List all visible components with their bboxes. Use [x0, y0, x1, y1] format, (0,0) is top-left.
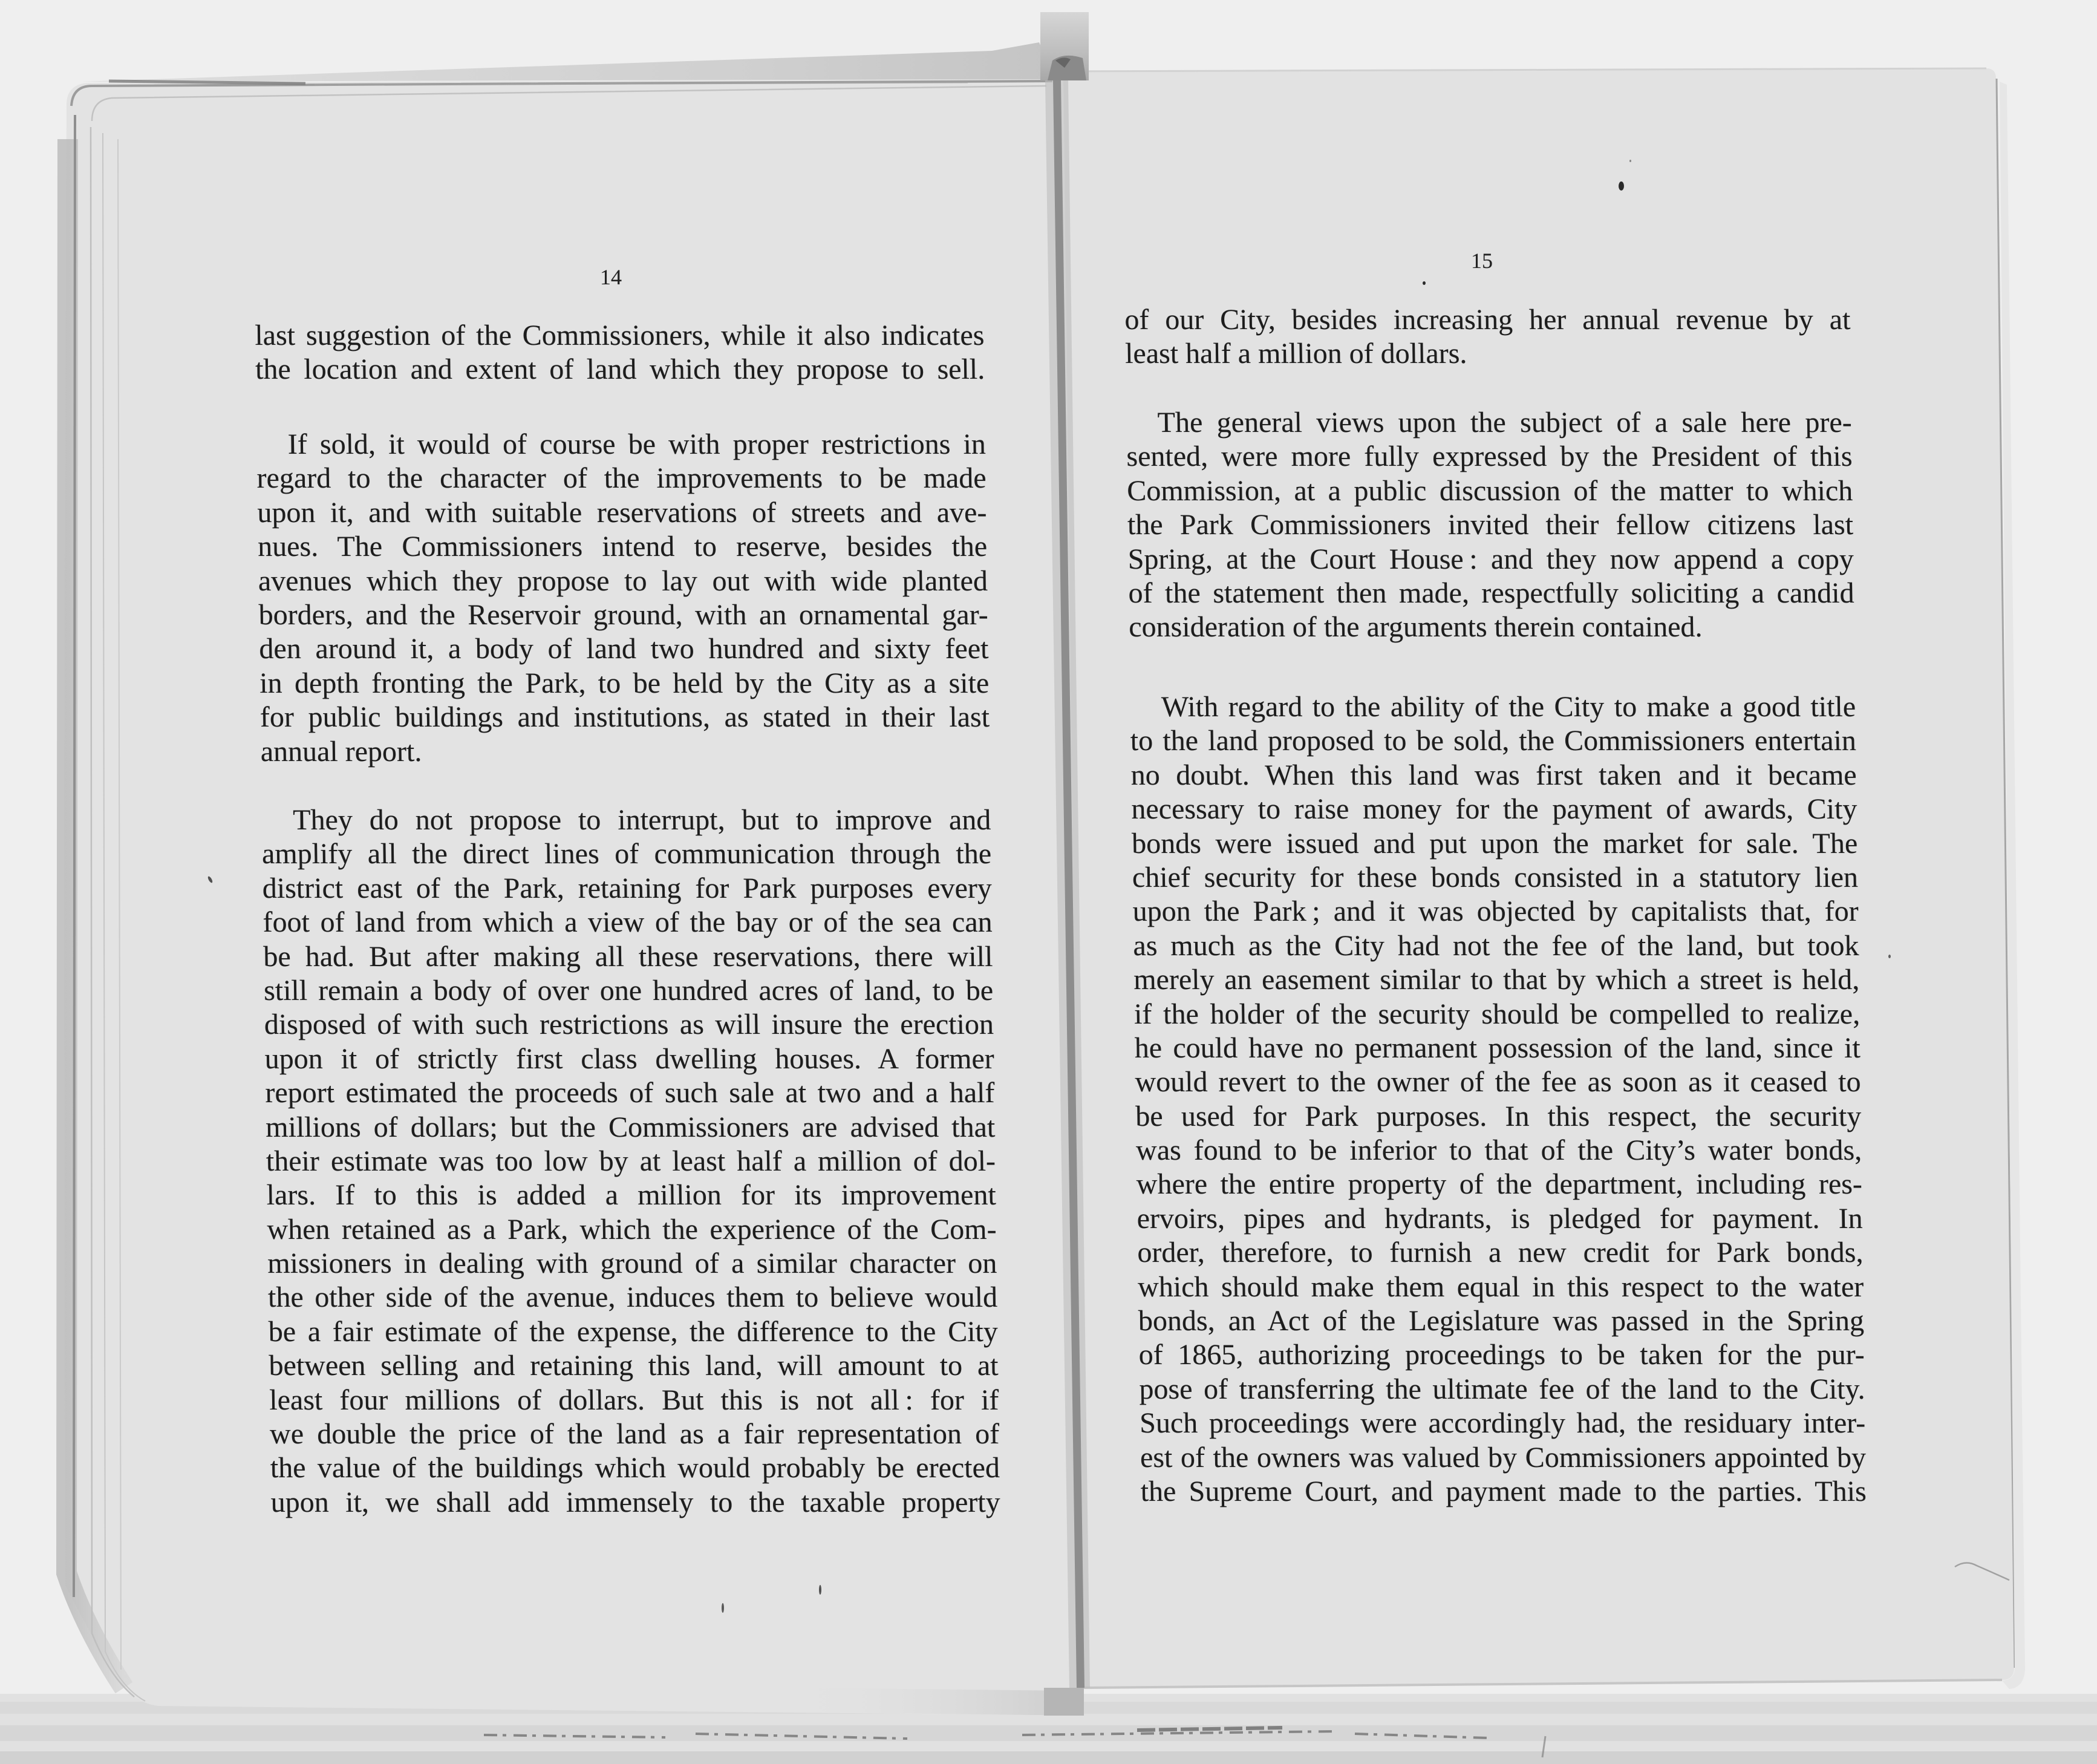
page-lift-shadow — [82, 42, 1055, 82]
text-line: was found to be inferior to that of the City’s water bonds, — [1135, 1134, 1862, 1167]
text-line: sented, were more fully expressed by the President of this — [1126, 440, 1853, 473]
text-line: the value of the buildings which would probably be erected — [270, 1452, 1000, 1485]
text-line: The general views upon the subject of a sale here pre- — [1157, 407, 1853, 439]
text-line: Commission, at a public discussion of the matter to which — [1126, 474, 1853, 507]
text-line: district east of the Park, retaining for Park purposes every — [262, 872, 993, 904]
text-line: be a fair estimate of the expense, the difference to the City — [268, 1315, 999, 1348]
page-number-left: 14 — [600, 265, 622, 289]
text-line: when retained as a Park, which the experience of the Com- — [267, 1213, 997, 1246]
text-line: upon it of strictly first class dwelling houses. A former — [264, 1042, 995, 1075]
text-line: to the land proposed to be sold, the Commissioners entertain — [1130, 725, 1857, 757]
text-line: he could have no permanent possession of the land, since it — [1134, 1031, 1861, 1064]
text-line: for public buildings and institutions, as stated in their last — [259, 701, 990, 734]
text-line: between selling and retaining this land, will amount to at — [269, 1350, 999, 1382]
text-line: the Park Commissioners invited their fellow citizens last — [1127, 509, 1854, 541]
text-line: They do not propose to interrupt, but to improve and — [292, 804, 991, 836]
text-line: den around it, a body of land two hundred and sixty feet — [259, 633, 989, 665]
text-line: we double the price of the land as a fair representation of — [269, 1418, 1000, 1451]
ink-speck — [722, 1603, 724, 1613]
text-line: If sold, it would of course be with proper restrictions in — [287, 428, 987, 460]
text-line: no doubt. When this land was first taken and it became — [1130, 759, 1857, 791]
paragraph — [255, 319, 985, 387]
ink-speck — [1629, 160, 1631, 162]
text-line: merely an easement similar to that by which a street is held, — [1133, 964, 1860, 996]
text-line: be used for Park purposes. In this respect, the security — [1135, 1100, 1862, 1132]
text-line: missioners in dealing with ground of a similar character on — [267, 1247, 997, 1280]
text-line: if the holder of the security should be compelled to realize, — [1133, 998, 1861, 1030]
paragraph — [1126, 406, 1854, 645]
text-line: disposed of with such restrictions as will insure the erection — [264, 1008, 994, 1041]
text-line: where the entire property of the department, including res- — [1136, 1168, 1863, 1201]
paragraph — [256, 428, 990, 769]
text-line: their estimate was too low by at least half a million of dol- — [266, 1145, 996, 1177]
text-line: pose of transferring the ultimate fee of the land to the City. — [1139, 1373, 1865, 1405]
text-line: least four millions of dollars. But this is not all : for if — [269, 1383, 999, 1416]
text-line: est of the owners was valued by Commissioners appointed by — [1140, 1441, 1867, 1474]
text-line: upon it, we shall add immensely to the taxable property — [270, 1486, 1000, 1518]
ink-speck — [819, 1585, 821, 1595]
text-line: the location and extent of land which they propose to sell. — [255, 353, 985, 386]
text-line: order, therefore, to furnish a new credit for Park bonds, — [1137, 1236, 1864, 1269]
right-page-text — [1124, 303, 1867, 1513]
text-line: amplify all the direct lines of communication through the — [261, 838, 992, 871]
text-line: regard to the character of the improvements to be made — [256, 462, 987, 495]
text-line: the Supreme Court, and payment made to the parties. This — [1140, 1475, 1867, 1508]
text-line: ervoirs, pipes and hydrants, is pledged for payment. In — [1137, 1202, 1863, 1235]
paragraph — [1124, 303, 1851, 371]
text-line: of the statement then made, respectfully soliciting a candid — [1128, 577, 1854, 609]
ink-speck — [1423, 281, 1426, 285]
ink-speck — [1619, 181, 1624, 191]
text-line: foot of land from which a view of the bay or of the sea can — [263, 906, 993, 939]
text-line: avenues which they propose to lay out with wide planted — [258, 564, 988, 597]
text-line: millions of dollars; but the Commissioners are advised that — [265, 1111, 996, 1143]
text-line: the other side of the avenue, induces them to believe would — [267, 1281, 998, 1314]
text-line: in depth fronting the Park, to be held by the City as a site — [259, 667, 990, 699]
text-line: which should make them equal in this respect to the water — [1137, 1270, 1864, 1303]
text-line: lars. If to this is added a million for its improvement — [266, 1179, 997, 1212]
text-line: as much as the City had not the fee of the land, but took — [1133, 929, 1859, 962]
text-line: With regard to the ability of the City to make a good title — [1161, 691, 1856, 723]
text-line: upon the Park ; and it was objected by capitalists that, for — [1132, 895, 1859, 928]
text-line: consideration of the arguments therein contained. — [1128, 611, 1703, 644]
text-line: chief security for these bonds consisted in a statutory lien — [1132, 861, 1859, 893]
text-line: Spring, at the Court House : and they now append a copy — [1127, 543, 1854, 575]
text-line: still remain a body of over one hundred acres of land, to be — [263, 974, 994, 1007]
text-line: be had. But after making all these reservations, there will — [263, 940, 993, 973]
text-line: least half a million of dollars. — [1124, 338, 1467, 370]
text-line: nues. The Commissioners intend to reserve, besides the — [257, 531, 988, 563]
text-line: necessary to raise money for the payment of awards, City — [1131, 793, 1857, 826]
text-line: report estimated the proceeds of such sale at two and a half — [265, 1077, 995, 1109]
text-line: of 1865, authorizing proceedings to be taken for the pur- — [1138, 1339, 1865, 1371]
left-page-text — [255, 319, 1000, 1529]
left-page-bottom-shade — [786, 1688, 1083, 1716]
page-number-right: 15 — [1471, 249, 1493, 273]
text-line: bonds were issued and put upon the market for sale. The — [1131, 827, 1858, 860]
text-line: bonds, an Act of the Legislature was passed in the Spring — [1138, 1305, 1865, 1338]
text-line: borders, and the Reservoir ground, with an ornamental gar- — [258, 598, 989, 631]
paragraph — [261, 803, 1000, 1520]
text-line: last suggestion of the Commissioners, while it also indicates — [255, 319, 985, 351]
text-line: would revert to the owner of the fee as soon as it ceased to — [1135, 1066, 1861, 1099]
text-line: upon it, and with suitable reservations of streets and ave- — [256, 496, 987, 529]
text-line: annual report. — [260, 735, 422, 768]
text-line: Such proceedings were accordingly had, the residuary inter- — [1139, 1407, 1866, 1440]
ink-speck — [1888, 955, 1891, 958]
paragraph — [1130, 690, 1867, 1509]
text-line: of our City, besides increasing her annual revenue by at — [1124, 304, 1851, 336]
